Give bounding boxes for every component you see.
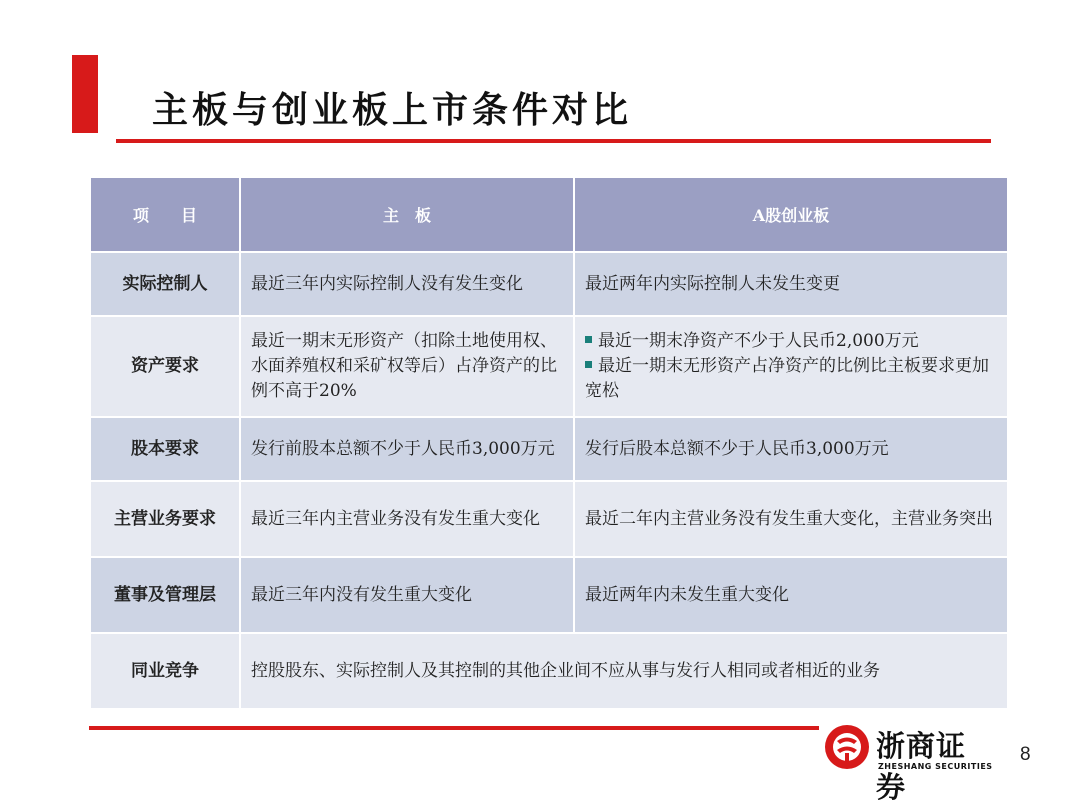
row-label: 股本要求 — [90, 417, 240, 481]
row-label: 资产要求 — [90, 316, 240, 417]
main-board-cell: 最近三年内实际控制人没有发生变化 — [240, 252, 574, 316]
square-bullet-icon — [585, 361, 592, 368]
main-board-cell: 发行前股本总额不少于人民币3,000万元 — [240, 417, 574, 481]
gem-board-cell: 发行后股本总额不少于人民币3,000万元 — [574, 417, 1008, 481]
row-label: 董事及管理层 — [90, 557, 240, 633]
merged-cell: 控股股东、实际控制人及其控制的其他企业间不应从事与发行人相同或者相近的业务 — [240, 633, 1008, 709]
company-logo — [824, 722, 994, 804]
bullet-text: 最近一期末净资产不少于人民币2,000万元 — [598, 331, 919, 351]
table-header-row — [90, 177, 1008, 252]
main-board-cell: 最近三年内主营业务没有发生重大变化 — [240, 481, 574, 557]
bullet-item — [585, 354, 997, 404]
zheshang-logo-icon — [824, 724, 870, 770]
square-bullet-icon — [585, 336, 592, 343]
footer-rule — [89, 726, 819, 730]
gem-board-cell: 最近两年内未发生重大变化 — [574, 557, 1008, 633]
title-accent-bar — [72, 55, 98, 133]
page-number: 8 — [1020, 744, 1031, 765]
table-row — [90, 481, 1008, 557]
logo-name-en: ZHESHANG SECURITIES — [878, 762, 993, 771]
title-underline — [116, 139, 991, 143]
row-label: 同业竞争 — [90, 633, 240, 709]
main-board-cell: 最近一期末无形资产（扣除土地使用权、水面养殖权和采矿权等后）占净资产的比例不高于20% — [240, 316, 574, 417]
page-title: 主板与创业板上市条件对比 — [152, 90, 633, 131]
header-item: 项 目 — [90, 177, 240, 252]
comparison-table — [89, 176, 1009, 710]
logo-name-cn: 浙商证券 — [876, 729, 967, 804]
gem-board-cell: 最近二年内主营业务没有发生重大变化，主营业务突出 — [574, 481, 1008, 557]
row-label: 主营业务要求 — [90, 481, 240, 557]
header-main-board: 主 板 — [240, 177, 574, 252]
header-gem-board: A股创业板 — [574, 177, 1008, 252]
table-row — [90, 252, 1008, 316]
main-board-cell: 最近三年内没有发生重大变化 — [240, 557, 574, 633]
gem-board-cell: 最近两年内实际控制人未发生变更 — [574, 252, 1008, 316]
table-row — [90, 316, 1008, 417]
bullet-item — [585, 329, 997, 354]
table-row — [90, 557, 1008, 633]
gem-board-cell — [574, 316, 1008, 417]
table-row — [90, 417, 1008, 481]
bullet-text: 最近一期末无形资产占净资产的比例比主板要求更加宽松 — [585, 356, 989, 401]
row-label: 实际控制人 — [90, 252, 240, 316]
table-row — [90, 633, 1008, 709]
